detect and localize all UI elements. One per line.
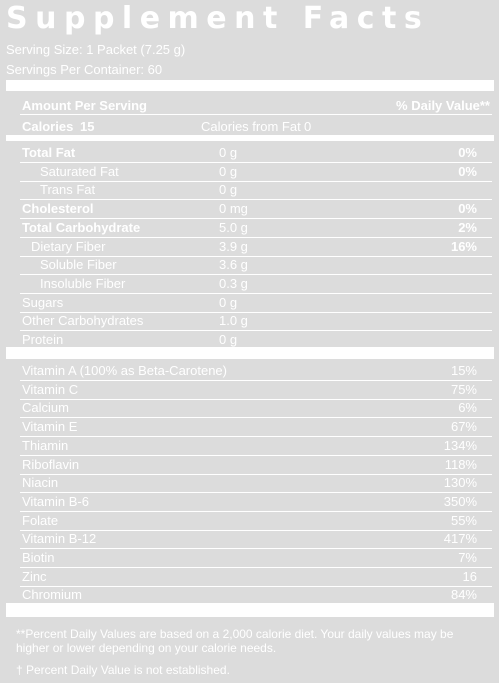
vitamin-row (22, 381, 477, 399)
thick-divider-3 (6, 603, 494, 617)
divider (20, 114, 492, 115)
vitamin-name: Zinc (22, 568, 47, 584)
vitamin-daily-value: 350% (443, 493, 477, 509)
vitamin-name: Vitamin B-12 (22, 531, 97, 547)
vitamin-name: Vitamin B-6 (22, 493, 89, 509)
vitamin-name: Chromium (22, 587, 82, 603)
vitamin-row (22, 512, 477, 530)
vitamin-daily-value: 67% (450, 419, 477, 435)
nutrient-daily-value: 0% (458, 163, 477, 179)
nutrient-name: Trans Fat (40, 182, 96, 198)
nutrient-row (22, 163, 477, 181)
nutrient-row (22, 238, 477, 256)
nutrient-row (22, 312, 477, 330)
nutrient-amount: 0 g (219, 145, 238, 160)
nutrient-row (22, 275, 477, 293)
nutrient-name: Dietary Fiber (31, 238, 106, 254)
vitamin-name: Niacin (22, 475, 59, 491)
vitamin-row (22, 474, 477, 492)
vitamin-daily-value: 6% (458, 400, 477, 416)
nutrient-name: Other Carbohydrates (22, 313, 144, 329)
vitamin-row (22, 586, 477, 604)
nutrient-name: Insoluble Fiber (40, 275, 126, 291)
calories-from-fat-value: 0 (304, 119, 312, 134)
nutrient-daily-value: 2% (458, 219, 477, 235)
vitamin-daily-value: 7% (458, 550, 477, 565)
vitamin-row (22, 568, 477, 586)
nutrient-row (22, 219, 477, 237)
nutrient-name: Total Carbohydrate (22, 219, 141, 235)
vitamin-daily-value: 134% (443, 437, 477, 453)
nutrient-amount: 0 mg (219, 201, 248, 217)
medium-divider (6, 135, 494, 141)
vitamin-name: Thiamin (22, 437, 69, 453)
panel-title: Supplement Facts (6, 1, 430, 36)
calories-label: Calories (22, 119, 74, 134)
nutrient-amount: 0 g (219, 163, 238, 179)
nutrient-amount: 0 g (219, 332, 238, 347)
nutrient-row (22, 256, 477, 274)
vitamin-row (22, 549, 477, 567)
vitamin-name: Calcium (22, 400, 69, 416)
amount-header (22, 97, 490, 115)
nutrient-daily-value: 0% (458, 201, 477, 217)
nutrient-name: Sugars (22, 294, 64, 310)
vitamin-row (22, 530, 477, 548)
nutrient-amount: 0.3 g (219, 275, 248, 291)
nutrient-daily-value: 16% (450, 238, 477, 254)
nutrient-amount: 3.9 g (219, 238, 248, 254)
nutrient-amount: 5.0 g (219, 219, 248, 235)
vitamin-row (22, 493, 477, 511)
footnote-percent-dv: **Percent Daily Values are based on a 2,000 calorie diet. Your daily values may be higher or lower depending on your calorie needs. (16, 627, 454, 655)
vitamin-row (22, 362, 477, 380)
vitamin-daily-value: 130% (443, 475, 477, 491)
nutrient-amount: 0 g (219, 182, 238, 198)
nutrient-daily-value: 0% (458, 145, 477, 160)
vitamin-daily-value: 118% (444, 456, 477, 472)
nutrient-row (22, 200, 477, 218)
nutrient-name: Cholesterol (22, 201, 94, 217)
vitamin-name: Folate (22, 512, 59, 528)
vitamin-daily-value: 15% (450, 363, 477, 378)
nutrient-row (22, 181, 477, 199)
nutrient-amount: 0 g (219, 294, 238, 310)
vitamin-daily-value: 84% (450, 587, 477, 603)
calories-row (22, 118, 477, 136)
nutrient-row (22, 294, 477, 312)
vitamin-daily-value: 16 (462, 568, 477, 584)
vitamin-name: Vitamin A (100% as Beta-Carotene) (22, 363, 227, 378)
thick-divider-2 (6, 347, 494, 359)
vitamin-row (22, 399, 477, 417)
nutrient-amount: 3.6 g (219, 257, 248, 273)
vitamin-row (22, 437, 477, 455)
amount-per-serving-label: Amount Per Serving (22, 98, 147, 113)
vitamin-row (22, 456, 477, 474)
vitamin-daily-value: 417% (443, 531, 477, 547)
nutrient-amount: 1.0 g (219, 313, 248, 329)
nutrient-name: Saturated Fat (40, 163, 119, 179)
vitamin-name: Vitamin E (22, 419, 78, 435)
calories-value: 15 (80, 119, 95, 134)
vitamin-name: Riboflavin (22, 456, 80, 472)
vitamin-name: Vitamin C (22, 381, 79, 397)
calories-from-fat-label: Calories from Fat (201, 119, 301, 134)
vitamin-row (22, 418, 477, 436)
servings-per-container: Servings Per Container: 60 (6, 62, 163, 77)
thick-divider (6, 80, 494, 91)
vitamin-daily-value: 75% (450, 381, 477, 397)
serving-size: Serving Size: 1 Packet (7.25 g) (6, 42, 186, 57)
vitamin-daily-value: 55% (450, 512, 477, 528)
nutrient-name: Soluble Fiber (40, 257, 117, 273)
nutrient-name: Total Fat (22, 145, 76, 160)
vitamin-name: Biotin (22, 550, 55, 565)
nutrient-name: Protein (22, 332, 64, 347)
nutrient-row (22, 144, 477, 162)
daily-value-label: % Daily Value** (396, 98, 490, 113)
footnote-not-established: † Percent Daily Value is not established. (16, 663, 230, 677)
